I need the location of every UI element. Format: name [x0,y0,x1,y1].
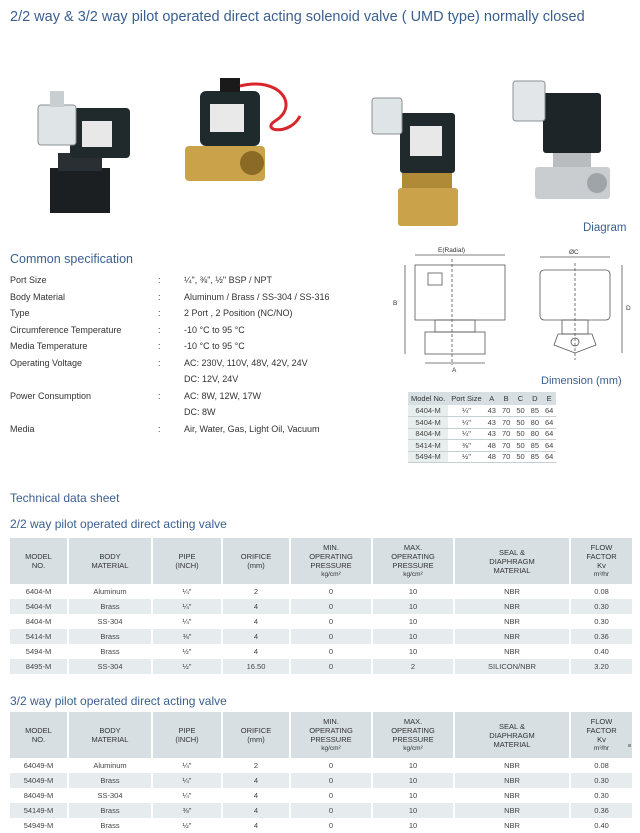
dimension-cell: 85 [528,440,542,452]
table-cell: 10 [372,629,454,644]
tech-header-line: MATERIAL [493,565,531,575]
dimension-row [408,440,556,452]
spec-label: Port Size [10,275,47,285]
tech-header-line: DIAPHRAGM [489,730,535,740]
dimension-cell: 50 [513,405,527,417]
tech-header-line: MAX. [403,543,423,552]
tech-header-line: FACTOR [586,552,617,561]
table-cell: ¼" [152,614,222,629]
table-cell: 0 [290,788,372,803]
table-cell: 4 [222,773,290,788]
tech-header-cell [68,712,152,758]
tech-header-cell [68,538,152,584]
dimension-cell: 64 [542,428,556,440]
table-row [10,644,632,659]
tech-header-cell [222,538,290,584]
table-cell: 0 [290,758,372,773]
table-cell: NBR [454,803,570,818]
spec-values [184,322,245,339]
dimension-row [408,417,556,429]
spec-values [184,272,272,289]
tech-header-line: m³/hr [593,745,610,752]
dimension-cell: ¼" [448,405,484,417]
table-cell: NBR [454,818,570,833]
spec-colon: : [158,324,161,335]
tech-header-cell [372,712,454,758]
table-cell: SS-304 [68,659,152,674]
tech-header-line: PIPE [178,552,196,561]
table-row [10,818,632,833]
table-cell: 2 [372,659,454,674]
spec-row [10,272,330,289]
spec-values [184,305,293,322]
tech-table-3-2-way [10,712,632,833]
dimension-cell: 43 [485,405,499,417]
tech-header-line: MIN. [323,543,339,552]
table-cell: 0.30 [570,599,632,614]
dimension-header-cell: Port Size [448,392,484,405]
table-cell: 0.40 [570,644,632,659]
tech-header-line: MODEL [25,552,52,561]
table-cell: NBR [454,584,570,599]
spec-value: DC: 12V, 24V [184,374,239,384]
tech-header-line: Kv [597,561,606,570]
spec-label: Media Temperature [10,341,88,351]
tech-header-line: ORIFICE [240,552,272,561]
tech-header-line: MIN. [323,717,339,726]
spec-values [184,289,330,306]
tech-header-cell [570,712,632,758]
table-cell: 0.30 [570,773,632,788]
table-cell: ½" [152,659,222,674]
table1-heading: 2/2 way pilot operated direct acting valve [10,517,227,531]
table-cell: 10 [372,803,454,818]
dimension-cell: 64 [542,440,556,452]
spec-row [10,305,330,322]
table-cell: 0.08 [570,758,632,773]
table-cell: 84049-M [10,788,68,803]
spec-label: Power Consumption [10,390,92,401]
tech-header-line: MATERIAL [91,561,129,570]
table-cell: ⅜" [152,803,222,818]
spec-value: DC: 8W [184,407,216,417]
tech-table-2-2-way [10,538,632,674]
table-cell: NBR [454,788,570,803]
spec-label: Operating Voltage [10,357,83,368]
spec-row [10,421,330,438]
spec-colon: : [158,390,161,401]
tech-header-line: DIAPHRAGM [489,556,535,566]
table-cell: 8495-M [10,659,68,674]
tech-header-line: (mm) [247,561,265,570]
product-photos [0,68,640,238]
tech-header-line: (INCH) [175,735,199,744]
table-cell: 10 [372,644,454,659]
dimension-header-cell: C [513,392,527,405]
spec-value: -10 °C to 95 °C [184,341,245,351]
table-cell: ⅜" [152,629,222,644]
spec-label: Circumference Temperature [10,324,122,335]
tech-header-line: OPERATING [391,726,435,735]
tech-header-cell [152,538,222,584]
dimension-cell: ½" [448,451,484,463]
table-cell: 0 [290,629,372,644]
table-cell: 0.30 [570,614,632,629]
dimension-cell: 64 [542,405,556,417]
spec-value: -10 °C to 95 °C [184,324,245,335]
table-cell: 4 [222,788,290,803]
table-cell: 4 [222,629,290,644]
table-cell: ¼" [152,599,222,614]
tech-header-line: FLOW [590,717,613,726]
dimension-header-row [408,392,556,405]
table-cell: ¼" [152,788,222,803]
dimension-table [408,392,556,463]
spec-value: AC: 8W, 12W, 17W [184,390,262,401]
diagram-label-a: A [452,367,457,374]
table-cell: 0.40 [570,818,632,833]
table-cell: 0 [290,584,372,599]
tech-header-line: NO. [31,561,46,570]
dimension-cell: ¼" [448,428,484,440]
table-row [10,599,632,614]
tech-header-line: BODY [99,726,121,735]
tech-header-row [10,712,632,758]
common-spec-list [10,272,330,437]
common-spec-heading: Common specification [10,252,133,266]
dimension-row [408,451,556,463]
table-cell: NBR [454,758,570,773]
diagram-label-c: ØC [569,249,579,256]
table2-heading: 3/2 way pilot operated direct acting valve [10,694,227,708]
dimension-cell: 70 [499,417,513,429]
dimension-header-cell: Model No. [408,392,448,405]
valve-photo-brass-leads [180,76,310,186]
table-row [10,773,632,788]
table-row [10,758,632,773]
table-cell: 5404-M [10,599,68,614]
tech-header-line: kg/cm² [321,571,341,578]
table-row [10,803,632,818]
tech-header-line: OPERATING [391,552,435,561]
table-cell: ¼" [152,584,222,599]
table-cell: 54149-M [10,803,68,818]
spec-value: ¼", ⅜", ½" BSP / NPT [184,275,272,285]
table-cell: Brass [68,803,152,818]
dimension-cell: 43 [485,417,499,429]
table-row [10,614,632,629]
table-cell: 0 [290,803,372,818]
table-cell: Brass [68,773,152,788]
spec-colon: : [158,341,161,351]
spec-label: Body Material [10,291,66,302]
table-cell: SS-304 [68,788,152,803]
spec-colon: : [158,291,161,302]
tech-header-line: kg/cm² [403,571,423,578]
dimension-cell: 70 [499,451,513,463]
table-cell: Brass [68,629,152,644]
tech-header-line: OPERATING [309,726,353,735]
dimension-cell: 70 [499,440,513,452]
tech-header-line: FACTOR [586,726,617,735]
spec-values [184,388,261,421]
table-cell: ¼" [152,773,222,788]
spec-colon: : [158,423,161,434]
tech-header-cell [290,538,372,584]
tech-header-cell [10,712,68,758]
tech-header-line: SEAL & [499,721,525,731]
table-cell: 0.08 [570,584,632,599]
tech-header-line: MODEL [25,726,52,735]
dimension-cell: 85 [528,405,542,417]
tech-header-line: (mm) [247,735,265,744]
dimension-row [408,428,556,440]
tech-header-cell [10,538,68,584]
page-mark [628,744,631,747]
tech-header-line: NO. [31,735,46,744]
table-cell: 64049-M [10,758,68,773]
tech-header-cell [152,712,222,758]
tech-header-line: kg/cm² [321,745,341,752]
tech-header-line: MAX. [403,717,423,726]
table-cell: 4 [222,599,290,614]
dimension-cell: 50 [513,440,527,452]
table-cell: 0 [290,773,372,788]
table-cell: 0.36 [570,629,632,644]
table-cell: 8404-M [10,614,68,629]
dimension-cell: 70 [499,428,513,440]
spec-row [10,289,330,306]
spec-colon: : [158,275,161,285]
table-cell: 0 [290,614,372,629]
table-cell: 6404-M [10,584,68,599]
valve-photo-aluminum [30,83,140,218]
table-cell: 4 [222,803,290,818]
tech-header-line: PRESSURE [392,561,434,570]
diagram-heading: Diagram [583,222,627,234]
dimension-header-cell: E [542,392,556,405]
tech-header-line: FLOW [590,543,613,552]
spec-value: Air, Water, Gas, Light Oil, Vacuum [184,423,320,434]
table-cell: 0.30 [570,788,632,803]
tech-header-line: OPERATING [309,552,353,561]
table-cell: 5494-M [10,644,68,659]
spec-label: Type [10,308,30,318]
dimension-cell: 64 [542,417,556,429]
dimension-cell: 64 [542,451,556,463]
tech-header-cell [222,712,290,758]
tech-header-line: PRESSURE [310,561,352,570]
spec-colon: : [158,357,161,368]
dimension-cell: 50 [513,428,527,440]
table-cell: 5414-M [10,629,68,644]
tech-header-cell [372,538,454,584]
table-cell: 2 [222,584,290,599]
tech-header-line: BODY [99,552,121,561]
table-cell: 10 [372,614,454,629]
tech-header-line: MATERIAL [493,739,531,749]
diagram-label-d: D [626,305,631,312]
tech-header-line: ORIFICE [240,726,272,735]
dimension-header-cell: B [499,392,513,405]
table-cell: 54049-M [10,773,68,788]
tech-header-cell [570,538,632,584]
table-cell: 10 [372,773,454,788]
tech-header-cell [290,712,372,758]
diagram-label-e: E(Radial) [438,247,466,254]
dimension-cell: 50 [513,417,527,429]
spec-values [184,421,320,438]
table-cell: 16.50 [222,659,290,674]
spec-row [10,322,330,339]
table-cell: 10 [372,818,454,833]
table-cell: 10 [372,599,454,614]
tech-header-line: m³/hr [593,571,610,578]
dimension-cell: 8404-M [408,428,448,440]
dimension-cell: 5404-M [408,417,448,429]
table-cell: Aluminum [68,758,152,773]
spec-row [10,338,330,355]
table-row [10,659,632,674]
dimension-header-cell: A [485,392,499,405]
valve-photo-brass-connector [370,88,470,228]
spec-value: Aluminum / Brass / SS-304 / SS-316 [184,291,330,302]
tech-header-line: Kv [597,735,606,744]
dimension-cell: 48 [485,440,499,452]
table-cell: 4 [222,644,290,659]
dimension-diagram [390,245,635,375]
table-cell: 10 [372,788,454,803]
spec-row [10,388,330,421]
table-cell: 10 [372,758,454,773]
table-cell: NBR [454,614,570,629]
spec-row [10,355,330,388]
dimension-cell: 5494-M [408,451,448,463]
table-row [10,788,632,803]
table-cell: 10 [372,584,454,599]
table-cell: Brass [68,599,152,614]
table-cell: ½" [152,644,222,659]
dimension-row [408,405,556,417]
table-cell: 0 [290,818,372,833]
dimension-cell: ⅜" [448,440,484,452]
table-cell: SILICON/NBR [454,659,570,674]
spec-values [184,355,308,388]
tech-header-line: PRESSURE [392,735,434,744]
tech-header-cell [454,712,570,758]
dimension-cell: 43 [485,428,499,440]
table-cell: 0 [290,599,372,614]
dimension-cell: 6404-M [408,405,448,417]
tech-header-line: kg/cm² [403,745,423,752]
dimension-heading: Dimension (mm) [541,375,622,387]
table-row [10,584,632,599]
spec-value: AC: 230V, 110V, 48V, 42V, 24V [184,357,308,368]
table-cell: Brass [68,818,152,833]
page-title: 2/2 way & 3/2 way pilot operated direct acting solenoid valve ( UMD type) normally closed [10,9,585,25]
table-cell: 0.36 [570,803,632,818]
spec-colon: : [158,308,161,318]
dimension-cell: 85 [528,451,542,463]
table-cell: 4 [222,614,290,629]
tech-header-line: SEAL & [499,547,525,557]
table-row [10,629,632,644]
tech-header-row [10,538,632,584]
tech-header-line: (INCH) [175,561,199,570]
table-cell: NBR [454,629,570,644]
table-cell: NBR [454,599,570,614]
table-cell: SS-304 [68,614,152,629]
dimension-cell: 80 [528,417,542,429]
table-cell: 2 [222,758,290,773]
tech-header-line: MATERIAL [91,735,129,744]
table-cell: 0 [290,644,372,659]
tech-header-line: PRESSURE [310,735,352,744]
spec-label: Media [10,423,35,434]
diagram-label-b: B [393,300,398,307]
table-cell: Brass [68,644,152,659]
table-cell: Aluminum [68,584,152,599]
table-cell: 3.20 [570,659,632,674]
table-cell: ¼" [152,758,222,773]
dimension-cell: 48 [485,451,499,463]
dimension-cell: 50 [513,451,527,463]
spec-value: 2 Port , 2 Position (NC/NO) [184,308,293,318]
table-cell: NBR [454,644,570,659]
table-cell: ½" [152,818,222,833]
dimension-cell: 80 [528,428,542,440]
spec-values [184,338,245,355]
dimension-header-cell: D [528,392,542,405]
valve-photo-stainless [505,73,615,203]
table-cell: 0 [290,659,372,674]
dimension-cell: 70 [499,405,513,417]
table-cell: 4 [222,818,290,833]
tech-header-line: PIPE [178,726,196,735]
tech-header-cell [454,538,570,584]
table-cell: 54949-M [10,818,68,833]
tech-heading: Technical data sheet [10,491,120,505]
dimension-cell: ¼" [448,417,484,429]
table-cell: NBR [454,773,570,788]
dimension-cell: 5414-M [408,440,448,452]
